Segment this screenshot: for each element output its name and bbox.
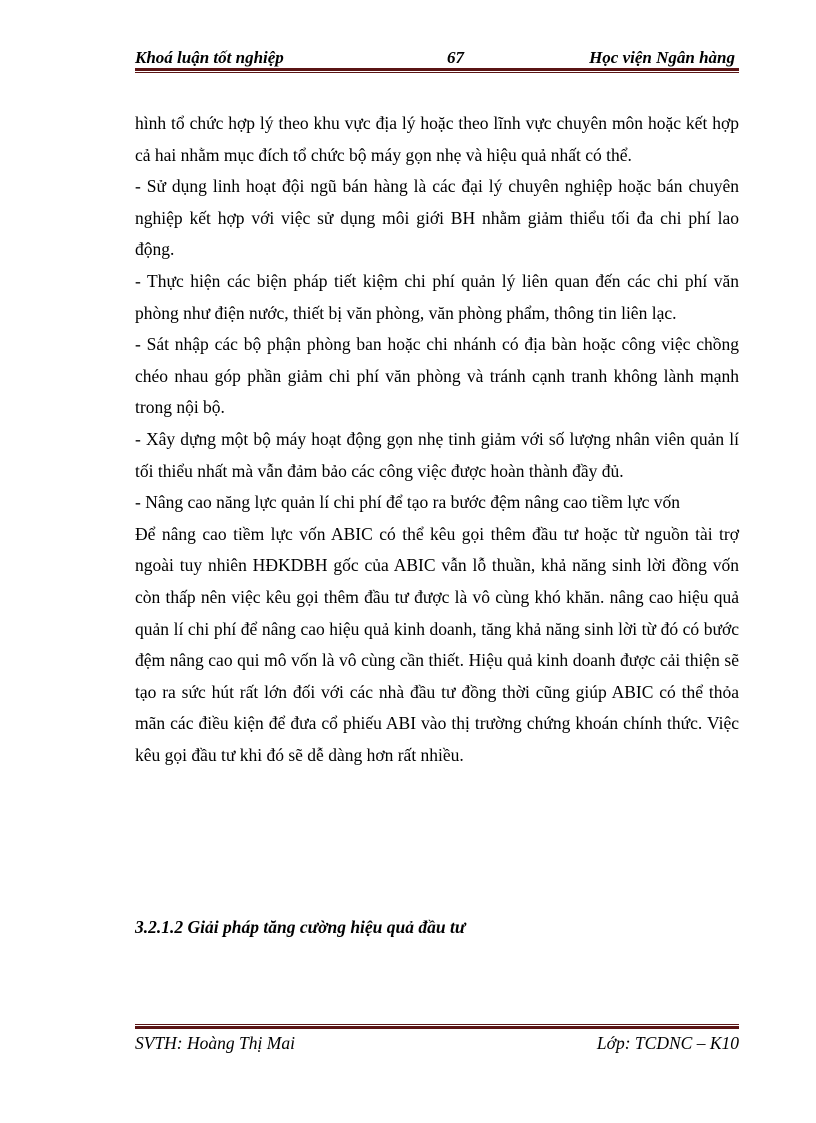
header-thesis-title: Khoá luận tốt nghiệp	[135, 48, 284, 67]
bullet-item: - Xây dựng một bộ máy hoạt động gọn nhẹ tinh giảm với số lượng nhân viên quản lí tối thiểu nhất mà vẫn đảm bảo các công việc được hoàn thành đầy đủ.	[135, 428, 739, 481]
footer-divider	[135, 1024, 739, 1029]
paragraph: Để nâng cao tiềm lực vốn ABIC có thể kêu gọi thêm đầu tư hoặc từ nguồn tài trợ ngoài tuy nhiên HĐKDBH gốc của ABIC vẫn lỗ thuần, khả năng sinh lời đồng vốn còn thấp nên việc kêu gọi thêm đầu tư được là vô cùng khó khăn. nâng cao hiệu quả quản lí chi phí để nâng cao hiệu quả kinh doanh, tăng khả năng sinh lời từ đó có bước đệm nâng cao qui mô vốn là vô cùng cần thiết. Hiệu quả kinh doanh được cải thiện sẽ tạo ra sức hút rất lớn đối với các nhà đầu tư đồng thời cũng giúp ABIC có thể thỏa mãn các điều kiện để đưa cổ phiếu ABI vào thị trường chứng khoán chính thức. Việc kêu gọi đầu tư khi đó sẽ dễ dàng hơn rất nhiều.	[135, 523, 739, 765]
body-text	[135, 108, 739, 771]
bullet-item: - Sát nhập các bộ phận phòng ban hoặc chi nhánh có địa bàn hoặc công việc chồng chéo nhau góp phần giảm chi phí văn phòng và tránh cạnh tranh không lành mạnh trong nội bộ.	[135, 334, 739, 418]
paragraph: hình tổ chức hợp lý theo khu vực địa lý hoặc theo lĩnh vực chuyên môn hoặc kết hợp cả hai nhằm mục đích tổ chức bộ máy gọn nhẹ và hiệu quả nhất có thể.	[135, 113, 739, 165]
header-divider	[135, 68, 739, 73]
footer-student-name: SVTH: Hoàng Thị Mai	[135, 1033, 295, 1053]
header-page-number: 67	[447, 48, 464, 67]
page-header	[135, 46, 739, 68]
bullet-item: - Thực hiện các biện pháp tiết kiệm chi phí quản lý liên quan đến các chi phí văn phòng như điện nước, thiết bị văn phòng, văn phòng phẩm, thông tin liên lạc.	[135, 270, 739, 323]
page-footer	[135, 1033, 739, 1057]
bullet-item: - Nâng cao năng lực quản lí chi phí để tạo ra bước đệm nâng cao tiềm lực vốn	[135, 492, 681, 513]
footer-class: Lớp: TCDNC – K10	[596, 1033, 739, 1053]
bullet-item: - Sử dụng linh hoạt đội ngũ bán hàng là các đại lý chuyên nghiệp hoặc bán chuyên nghiệp kết hợp với việc sử dụng môi giới BH nhằm giảm thiểu tối đa chi phí lao động.	[135, 176, 739, 260]
header-institution: Học viện Ngân hàng	[589, 48, 735, 67]
section-heading: 3.2.1.2 Giải pháp tăng cường hiệu quả đầu tư	[135, 917, 466, 937]
